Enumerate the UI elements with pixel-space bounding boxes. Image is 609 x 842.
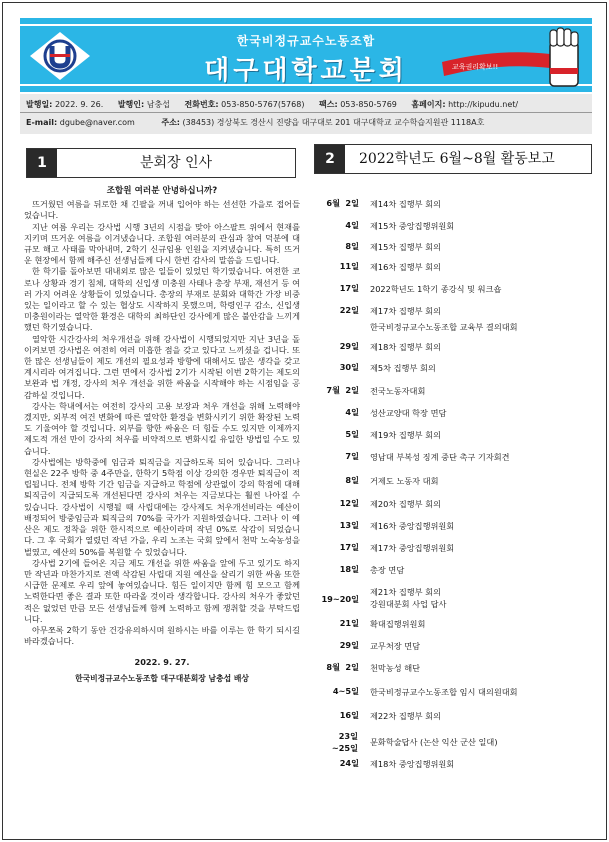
- report-day: 8일: [345, 241, 359, 251]
- report-row: [318, 407, 598, 429]
- report-day: 2일: [345, 385, 359, 395]
- report-item: 문화학술답사 (논산 익산 군산 일대): [370, 737, 498, 747]
- report-item: 강원대분회 사업 답사: [370, 599, 447, 609]
- report-row: [318, 686, 598, 710]
- phone-label: 전화번호:: [184, 100, 219, 109]
- report-day: 5일: [345, 429, 359, 439]
- report-item: 한국비정규교수노동조합 교육부 결의대회: [370, 322, 518, 332]
- report-row: [318, 341, 598, 362]
- report-row: [318, 429, 598, 451]
- report-day: 17일: [339, 283, 359, 293]
- report-row: [318, 564, 598, 586]
- report-item: 제17차 집행부 회의: [370, 306, 441, 316]
- address-label: 주소:: [161, 118, 180, 127]
- report-day: 2일: [345, 662, 359, 672]
- report-item: 제22차 집행부 회의: [370, 711, 441, 721]
- publisher-label: 발행인:: [117, 100, 145, 109]
- report-day: 4일: [345, 407, 359, 417]
- homepage-link[interactable]: http://kipudu.net/: [448, 100, 519, 109]
- report-item: 제20차 집행부 회의: [370, 499, 441, 509]
- report-item: 성산교양대 학장 면담: [370, 408, 447, 418]
- report-row: [318, 586, 598, 618]
- report-day: 13일: [339, 520, 359, 530]
- fax: 053-850-5769: [340, 100, 397, 109]
- report-row: [318, 385, 598, 407]
- report-item: 제14차 집행부 회의: [370, 199, 441, 209]
- article-paragraph: 뜨거웠던 여름을 뒤로한 채 긴팔을 꺼내 입어야 하는 선선한 가을로 접어들었습니다.: [24, 199, 300, 221]
- article-heading: 조합원 여러분 안녕하십니까?: [106, 186, 218, 196]
- report-item: 거제도 노동자 대회: [370, 476, 439, 486]
- section-2-number: 2: [315, 145, 345, 173]
- report-item: 2022학년도 1학기 종강식 및 워크숍: [370, 284, 502, 294]
- report-item: 제19차 집행부 회의: [370, 430, 441, 440]
- section-1-title: 분회장 인사: [139, 155, 213, 171]
- report-row: [318, 261, 598, 283]
- report-day: 22일: [339, 305, 359, 315]
- publisher: 남충섭: [146, 100, 170, 109]
- report-item: 제18차 집행부 회의: [370, 342, 441, 352]
- article-paragraph: 아무쪼록 2학기 동안 건강유의하시며 원하시는 바를 이루는 한 학기 되시길 바라겠습니다.: [24, 624, 300, 647]
- email-link[interactable]: dgube@naver.com: [59, 118, 135, 127]
- section-1-header: [26, 148, 296, 178]
- report-day: 2일: [345, 198, 359, 208]
- email-label: E-mail:: [26, 118, 58, 127]
- report-row: [318, 475, 598, 498]
- report-item: 제18차 중앙집행위원회: [370, 759, 455, 769]
- report-item: 한국비정규교수노동조합 임시 대의원대회: [370, 687, 518, 697]
- info-divider: [20, 112, 592, 113]
- report-row: [318, 362, 598, 385]
- homepage-label: 홈페이지:: [411, 100, 446, 109]
- header-banner: [20, 18, 592, 92]
- report-row: [318, 451, 598, 475]
- report-day: 24일: [339, 758, 359, 768]
- union-name: 한국비정규교수노동조합: [236, 34, 376, 48]
- issue-date: 2022. 9. 26.: [54, 100, 104, 109]
- report-row: [318, 542, 598, 564]
- report-day: 12일: [339, 498, 359, 508]
- report-day: 23일 ~25일: [331, 731, 358, 753]
- info-line-2: [20, 114, 592, 132]
- report-row: [318, 730, 598, 758]
- publication-info: [20, 94, 592, 134]
- report-row: [318, 305, 598, 341]
- report-day: 8일: [345, 475, 359, 485]
- report-item: 영남대 부복성 징계 중단 촉구 기자회견: [370, 452, 510, 462]
- report-day: 4~5일: [332, 686, 359, 696]
- report-row: [318, 498, 598, 520]
- article-paragraph: 열악한 시간강사의 처우개선을 위해 강사법이 시행되었지만 지난 3년을 돌이켜보면 강사법은 여전히 여러 미흡한 점을 갖고 있다고 느끼셨을 겁니다. 또한 많은 선생님들이 제도 개선의 필요성과 방향에 대해서도 많은 생각을 갖고 계시리라 여겨집니다. 그런 면에서 강사법 2기가 시작된 이번 2학기는 제도의 보완과 법 개정, 강사의 처우 개선을 위한 싸움을 시작해야 하는 시점임을 공감하실 것입니다.: [24, 333, 300, 400]
- article-paragraph: 강사법 2기에 들어온 지금 제도 개선을 위한 싸움을 앞에 두고 있기도 하지만 작년과 마찬가지로 전액 삭감된 사립대 지원 예산을 살리기 위한 싸움 또한 시급한 문제로 우리 앞에 놓여있습니다. 힘든 일이지만 함께 힘 모으고 함께 노력한다면 좋은 결과 또한 따라올 것이라 생각합니다. 강사의 처우가 좋았던 적은 없었던 만큼 모든 선생님들께 함께 노력하고 함께 쟁취할 것을 부탁드립니다.: [24, 557, 300, 624]
- raised-fist-icon: [438, 22, 588, 90]
- report-month: 6월: [326, 198, 340, 208]
- report-day: 17일: [339, 542, 359, 552]
- report-item: 제5차 집행부 회의: [370, 363, 436, 373]
- report-item: 제21차 집행부 회의: [370, 587, 441, 597]
- article-paragraph: 강사는 학내에서는 여전히 강사의 고용 보장과 처우 개선을 위해 노력해야겠지만, 외부적 여건 변화에 따른 열악한 환경을 변화시키기 위한 확장된 노력도 기울여야 할 것입니다. 외부를 향한 싸움은 더 힘들 수도 있지만 이제까지 제도적 개선 만이 강사의 처우를 비약적으로 변화시킬 유일한 방법일 수도 있습니다.: [24, 400, 300, 456]
- article-paragraph: 한 학기를 돌아보면 대내외로 많은 일들이 있었던 학기였습니다. 여전한 코로나 상황과 경기 침체, 대학의 신입생 미충원 사태나 총장 부재, 재선거 등 여러 가지 어려운 상황들이 있었습니다. 총장의 부재로 분회와 대학간 가장 비중있는 일이라고 할 수 있는 협상도 시작하지 못했으며, 학령인구 감소, 신입생 미충원이라는 열악한 환경은 대학의 최하단인 강사에게 많은 불안감을 느끼게 했던 학기였습니다.: [24, 266, 300, 333]
- report-row: [318, 640, 598, 662]
- address: (38453) 경상북도 경산시 진량읍 대구대로 201 대구대학교 교수학습지원관 1118A호: [182, 118, 485, 127]
- report-day: 11일: [339, 261, 359, 271]
- report-day: 30일: [339, 362, 359, 372]
- report-row: [318, 283, 598, 305]
- article-paragraph: 강사법에는 방학중에 임금과 퇴직금을 지급하도록 되어 있습니다. 그러나 현실은 22주 방학 중 4주만을, 한학기 5학점 이상 강의한 경우만 퇴직금이 적립됩니다. 전체 방학 기간 임금을 지급하고 학점에 상관없이 강의 학점에 대해 퇴직금이 지급되도록 개선된다면 강사의 처우는 지금보다는 훨씬 나아질 수 있습니다. 강사법이 시행될 때 사립대에는 강사제도 처우개선비라는 예산이 배정되어 방중임금과 퇴직금의 70%를 국가가 지원하였습니다. 그러나 이 예산은 제도 정착을 위한 한시적으로 예산이라며 작년 0%로 삭감이 되었습니다. 그 후 국회가 열렸던 작년 가을, 우리 노조는 국회 앞에서 천막 노숙농성을 벌였고, 예산의 50%를 복원할 수 있었습니다.: [24, 456, 300, 557]
- report-day: 19~20일: [321, 594, 359, 604]
- report-item: 전국노동자대회: [370, 386, 426, 396]
- report-item: 제17차 중앙집행위원회: [370, 543, 455, 553]
- report-row: [318, 618, 598, 640]
- report-item: 제15차 중앙집행위원회: [370, 221, 455, 231]
- phone: 053-850-5767(5768): [221, 100, 305, 109]
- report-month: 8월: [326, 662, 340, 672]
- report-row: [318, 520, 598, 542]
- report-item: 제15차 집행부 회의: [370, 242, 441, 252]
- report-row: [318, 758, 598, 780]
- report-day: 18일: [339, 564, 359, 574]
- report-row: [318, 241, 598, 261]
- article-paragraph: 지난 여름 우리는 강사법 시행 3년의 시점을 맞아 아스팔트 위에서 현재를 지키며 뜨거운 여름을 이겨냈습니다. 조합원 여러분의 관심과 참여 덕분에 대규모 해고 사태를 막아내며, 2학기 신규임용 인원을 지켜냈습니다. 특히 뜨거운 현장에서 함께 해주신 선생님들께 다시 한번 감사의 말씀을 드립니다.: [24, 221, 300, 266]
- issue-date-label: 발행일:: [26, 100, 53, 109]
- report-day: 4일: [345, 220, 359, 230]
- activity-report: [318, 198, 598, 780]
- section-2-header: [314, 144, 592, 174]
- report-item: 확대집행위원회: [370, 619, 426, 629]
- report-day: 16일: [339, 710, 359, 720]
- article-signature: 한국비정규교수노동조합 대구대분회장 남충섭 배상: [75, 673, 249, 683]
- article-date: 2022. 9. 27.: [134, 657, 190, 668]
- report-item: 교무처장 면담: [370, 641, 421, 651]
- report-row: [318, 662, 598, 686]
- report-month: 7월: [326, 385, 340, 395]
- report-row: [318, 220, 598, 241]
- report-item: 총장 면담: [370, 565, 405, 575]
- greeting-article: [24, 186, 300, 684]
- report-day: 7일: [345, 451, 359, 461]
- fax-label: 팩스:: [319, 100, 338, 109]
- section-2-title: 2022학년도 6월~8월 활동보고: [359, 151, 555, 167]
- report-day: 29일: [339, 341, 359, 351]
- report-row: [318, 710, 598, 730]
- report-day: 21일: [339, 618, 359, 628]
- section-1-number: 1: [27, 149, 57, 177]
- report-item: 천막농성 해단: [370, 663, 421, 673]
- report-day: 29일: [339, 640, 359, 650]
- report-item: 제16차 집행부 회의: [370, 262, 441, 272]
- slogan-text: 교육권리확보!!: [452, 63, 499, 71]
- report-row: [318, 198, 598, 220]
- report-item: 제16차 중앙집행위원회: [370, 521, 455, 531]
- branch-name: 대구대학교분회: [204, 56, 408, 86]
